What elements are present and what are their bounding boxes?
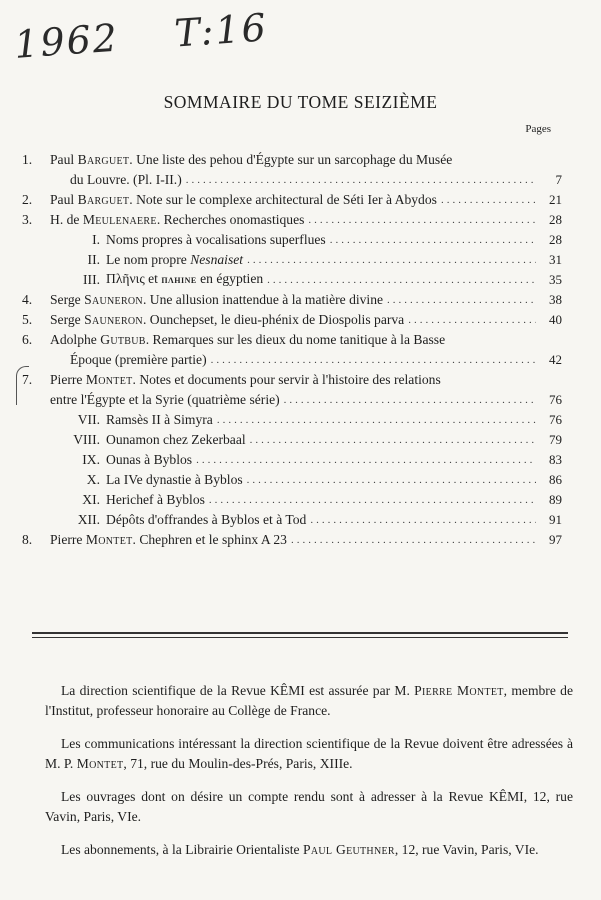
author-name: Montet bbox=[85, 372, 133, 387]
note-paragraph: Les abonnements, à la Librairie Orientaliste Paul Geuthner, 12, rue Vavin, Paris, VIe. bbox=[61, 842, 539, 857]
toc-subentry: III. Πλῆνις et πληινε en égyptien ..... 35 bbox=[22, 268, 562, 288]
author-name: Sauneron bbox=[84, 312, 143, 327]
editorial-notes bbox=[45, 681, 573, 873]
author-name: Meulenaere bbox=[82, 212, 157, 227]
page-number: 28 bbox=[549, 212, 562, 227]
toc-subentry: XI. Herichef à Byblos ..... 89 bbox=[22, 488, 562, 508]
handwritten-year: 1962 bbox=[12, 15, 121, 67]
toc-subentry: VII. Ramsès II à Simyra ..... 76 bbox=[22, 408, 562, 428]
toc-subentry: I. Noms propres à vocalisations superflues ..... 28 bbox=[22, 228, 562, 248]
note-paragraph: La direction scientifique de la Revue KÊMI est assurée par M. Pierre Montet, membre de l'Institut, professeur honoraire au Collège de France. bbox=[45, 683, 573, 718]
page-title: SOMMAIRE DU TOME SEIZIÈME bbox=[163, 92, 438, 112]
toc-entry: 1. Paul Barguet. Une liste des pehou d'Égypte sur un sarcophage du Musée du Louvre. (Pl. I-II.) ..... 7 bbox=[22, 148, 562, 188]
author-name: Barguet bbox=[77, 152, 130, 167]
page-number: 76 bbox=[549, 412, 562, 427]
page-number: 79 bbox=[549, 432, 562, 447]
page-number: 35 bbox=[549, 272, 562, 287]
page-number: 89 bbox=[549, 492, 562, 507]
page-number: 42 bbox=[549, 352, 562, 367]
page-number: 86 bbox=[549, 472, 562, 487]
double-rule-divider bbox=[32, 632, 568, 641]
toc-subentry: II. Le nom propre Nesnaiset ..... 31 bbox=[22, 248, 562, 268]
toc-entry: 6. Adolphe Gutbub. Remarques sur les dieux du nome tanitique à la Basse Époque (première partie) ..... 42 bbox=[22, 328, 562, 368]
toc-subentry: X. La IVe dynastie à Byblos ..... 86 bbox=[22, 468, 562, 488]
note-paragraph: Les ouvrages dont on désire un compte rendu sont à adresser à la Revue KÊMI, 12, rue Vavin, Paris, VIe. bbox=[45, 789, 573, 824]
page-number: 28 bbox=[549, 232, 562, 247]
toc-subentry: XII. Dépôts d'offrandes à Byblos et à Tod ..... 91 bbox=[22, 508, 562, 528]
pages-column-label: Pages bbox=[525, 123, 551, 135]
toc-entry: 8. Pierre Montet. Chephren et le sphinx A 23 ..... 97 bbox=[22, 528, 562, 548]
toc-entry: 2. Paul Barguet. Note sur le complexe architectural de Séti Ier à Abydos ..... 21 bbox=[22, 188, 562, 208]
author-name: Montet bbox=[85, 532, 133, 547]
page-number: 7 bbox=[555, 172, 562, 187]
page-number: 31 bbox=[549, 252, 562, 267]
page-number: 91 bbox=[549, 512, 562, 527]
author-name: Sauneron bbox=[84, 292, 143, 307]
page-number: 21 bbox=[549, 192, 562, 207]
author-name: Barguet bbox=[77, 192, 130, 207]
page-number: 38 bbox=[549, 292, 562, 307]
page-number: 76 bbox=[549, 392, 562, 407]
coptic-word: πληινε bbox=[161, 274, 197, 286]
page-number: 83 bbox=[549, 452, 562, 467]
handwritten-annotation bbox=[13, 5, 269, 67]
note-paragraph: Les communications intéressant la direction scientifique de la Revue doivent être adressées à M. P. Montet, 71, rue du Moulin-des-Prés, Paris, XIIIe. bbox=[45, 736, 573, 771]
handwritten-tome: T:16 bbox=[173, 5, 270, 56]
table-of-contents bbox=[22, 148, 562, 548]
toc-entry: 7. Pierre Montet. Notes et documents pour servir à l'histoire des relations entre l'Égypte et la Syrie (quatrième série) ..... 76 bbox=[22, 368, 562, 408]
toc-entry: 4. Serge Sauneron. Une allusion inattendue à la matière divine ..... 38 bbox=[22, 288, 562, 308]
toc-entry: 3. H. de Meulenaere. Recherches onomastiques ..... 28 bbox=[22, 208, 562, 228]
page-number: 97 bbox=[549, 532, 562, 547]
toc-subentry: IX. Ounas à Byblos ..... 83 bbox=[22, 448, 562, 468]
author-name: Gutbub bbox=[100, 332, 146, 347]
toc-entry: 5. Serge Sauneron. Ounchepset, le dieu-phénix de Diospolis parva ..... 40 bbox=[22, 308, 562, 328]
toc-subentry: VIII. Ounamon chez Zekerbaal ..... 79 bbox=[22, 428, 562, 448]
page-number: 40 bbox=[549, 312, 562, 327]
